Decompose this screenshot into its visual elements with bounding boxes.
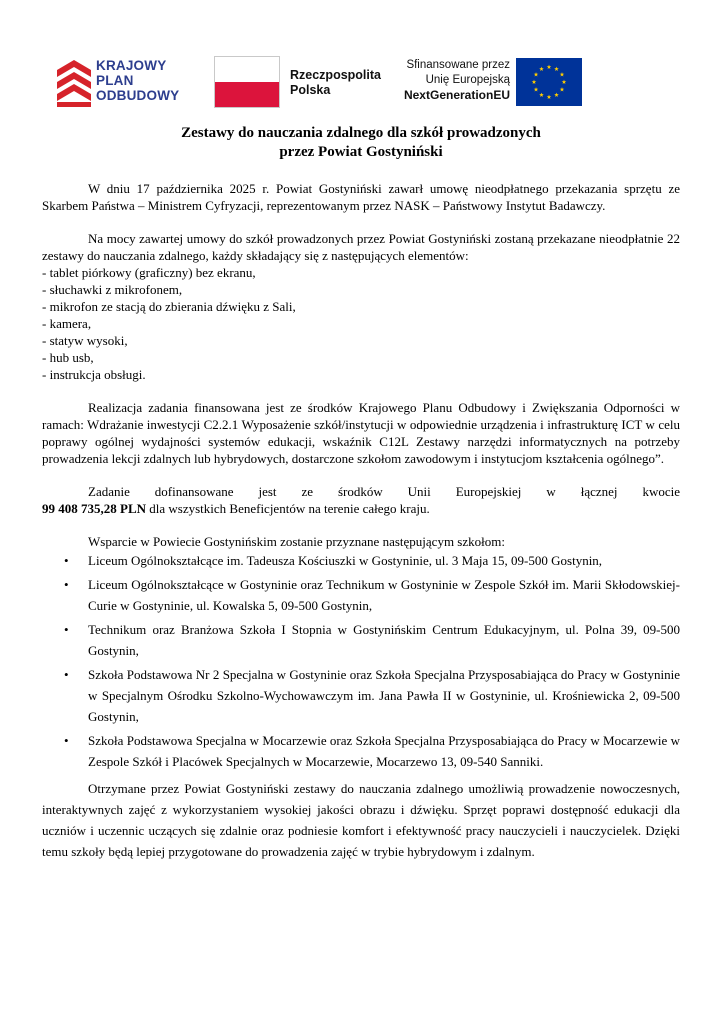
kpo-emblem-icon bbox=[55, 58, 93, 108]
kpo-line2: PLAN bbox=[96, 73, 134, 88]
list-item: - słuchawki z mikrofonem, bbox=[42, 282, 183, 297]
list-item: - tablet piórkowy (graficzny) bez ekranu, bbox=[42, 265, 256, 280]
rp-line2: Polska bbox=[290, 83, 331, 97]
list-item bbox=[42, 619, 680, 661]
eu-line2: Unię Europejską bbox=[425, 74, 510, 86]
paragraph-kits: Na mocy zawartej umowy do szkół prowadzonych przez Powiat Gostyniński zostaną przekazane nieodpłatnie 22 zestawy do nauczania zdalnego, każdy składający się z następujących elementów: bbox=[42, 231, 680, 263]
list-item bbox=[42, 574, 680, 616]
rp-line1: Rzeczpospolita bbox=[290, 68, 381, 82]
document-title bbox=[42, 124, 680, 162]
bullet-icon: • bbox=[64, 622, 69, 637]
kpo-logo-text bbox=[96, 58, 179, 103]
paragraph-funding-amount bbox=[42, 500, 680, 517]
funding-amount-suffix: dla wszystkich Beneficjentów na terenie całego kraju. bbox=[146, 501, 430, 516]
bullet-icon: • bbox=[64, 733, 69, 748]
kit-items-list bbox=[42, 264, 680, 383]
eu-logo-text bbox=[396, 58, 510, 103]
paragraph-support: Wsparcie w Powiecie Gostynińskim zostanie przyznane następującym szkołom: bbox=[88, 534, 505, 549]
list-item: - statyw wysoki, bbox=[42, 333, 128, 348]
list-item: - instrukcja obsługi. bbox=[42, 367, 146, 382]
eu-line3: NextGenerationEU bbox=[403, 88, 510, 102]
school-text: Szkoła Podstawowa Nr 2 Specjalna w Gostyninie oraz Szkoła Specjalna Przysposabiająca do Pracy w Gostyninie w Specjalnym Ośrodku Szkolno-Wychowawczym im. Jana Pawła II w Gostyninie, ul. Krośniewicka 2, 09-500 Gostynin, bbox=[88, 667, 680, 724]
school-text: Liceum Ogólnokształcące w Gostyninie oraz Technikum w Gostyninie w Zespole Szkół im. Marii Skłodowskiej-Curie w Gostyninie, ul. Kowalska 5, 09-500 Gostynin, bbox=[88, 577, 680, 613]
title-line2: przez Powiat Gostyniński bbox=[279, 144, 443, 160]
paragraph-financing: Realizacja zadania finansowana jest ze środków Krajowego Planu Odbudowy i Zwiększania Odporności w ramach: Wdrażanie inwestycji C2.2.1 Wyposażenie szkół/instytucji w odpowiednie urządzenia i infrastrukturę ICT w celu poprawy ogólnej wydajności systemów edukacji, wskaźnik C12L Zestawy narzędzi informatycznych na potrzeby prowadzenia lekcji zdalnych lub hybrydowych, dostarczone szkołom zawodowym i instytucjom kształcenia ogólnego”. bbox=[42, 400, 680, 466]
paragraph-summary: Otrzymane przez Powiat Gostyniński zestawy do nauczania zdalnego umożliwią prowadzenie nowoczesnych, interaktywnych zajęć z wykorzystaniem wysokiej jakości obrazu i dźwięku. Sprzęt poprawi dostępność edukacji dla uczniów i uczennic uczących się zdalnie oraz podniesie komfort i efektywność pracy nauczycieli i nauczycielek. Dzięki temu szkoły będą lepiej przygotowane do prowadzenia zajęć w trybie hybrydowym i zdalnym. bbox=[42, 781, 680, 859]
school-text: Technikum oraz Branżowa Szkoła I Stopnia w Gostynińskim Centrum Edukacyjnym, ul. Polna 39, 09-500 Gostynin, bbox=[88, 622, 680, 658]
eu-flag-icon bbox=[516, 58, 582, 106]
bullet-icon: • bbox=[64, 553, 69, 568]
title-line1: Zestawy do nauczania zdalnego dla szkół prowadzonych bbox=[181, 125, 541, 141]
polish-flag-icon bbox=[214, 56, 280, 108]
school-text: Szkoła Podstawowa Specjalna w Mocarzewie oraz Szkoła Specjalna Przysposabiająca do Pracy w Mocarzewie w Zespole Szkół i Placówek Specjalnych w Mocarzewie, Mocarzewo 13, 09-540 Sanniki. bbox=[88, 733, 680, 769]
kpo-line3: ODBUDOWY bbox=[96, 88, 180, 103]
kpo-logo bbox=[55, 58, 195, 108]
paragraph-agreement: W dniu 17 października 2025 r. Powiat Gostyniński zawarł umowę nieodpłatnego przekazania sprzętu ze Skarbem Państwa – Ministrem Cyfryzacji, reprezentowanym przez NASK – Państwowy Instytut Badawczy. bbox=[42, 181, 680, 213]
list-item: - kamera, bbox=[42, 316, 92, 331]
funding-amount: 99 408 735,28 PLN bbox=[42, 501, 146, 516]
bullet-icon: • bbox=[64, 667, 69, 682]
eu-line1: Sfinansowane przez bbox=[406, 59, 510, 71]
paragraph-funding-start: Zadanie dofinansowane jest ze środków Unii Europejskiej w łącznej kwocie bbox=[88, 484, 680, 499]
school-text: Liceum Ogólnokształcące im. Tadeusza Kościuszki w Gostyninie, ul. 3 Maja 15, 09-500 Gostynin, bbox=[88, 553, 603, 568]
rp-logo-text bbox=[290, 68, 381, 98]
list-item bbox=[42, 730, 680, 772]
bullet-icon: • bbox=[64, 577, 69, 592]
list-item: - mikrofon ze stacją do zbierania dźwięku z Sali, bbox=[42, 299, 296, 314]
schools-list bbox=[42, 550, 680, 772]
list-item bbox=[42, 550, 680, 571]
kpo-line1: KRAJOWY bbox=[96, 58, 167, 73]
logo-bar bbox=[0, 52, 724, 112]
document-body bbox=[42, 124, 680, 862]
list-item bbox=[42, 664, 680, 727]
list-item: - hub usb, bbox=[42, 350, 94, 365]
